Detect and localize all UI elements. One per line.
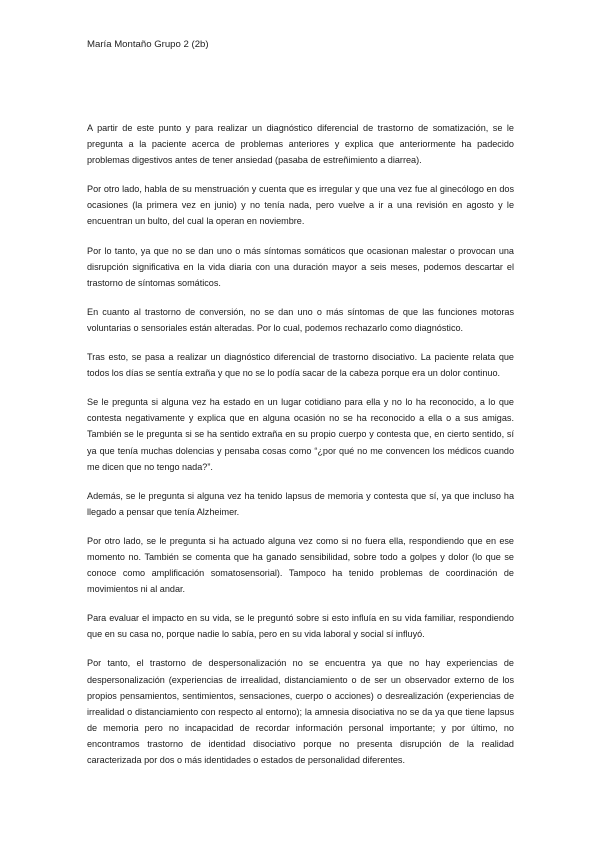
paragraph-4: En cuanto al trastorno de conversión, no se dan uno o más síntomas de que las funciones motoras voluntarias o sensoriales están alteradas. Por lo cual, podemos rechazarlo como diagnóstico. — [87, 306, 514, 333]
paragraph-5: Tras esto, se pasa a realizar un diagnóstico diferencial de trastorno disociativo. La paciente relata que todos los días se sentía extraña y que no se lo podía sacar de la cabeza porque era un dolor continuo. — [87, 352, 514, 379]
page-header: María Montaño Grupo 2 (2b) — [87, 39, 209, 50]
document-body — [87, 120, 514, 781]
paragraph-7: Además, se le pregunta si alguna vez ha tenido lapsus de memoria y contesta que sí, ya que incluso ha llegado a pensar que tenía Alzheimer. — [87, 490, 514, 517]
paragraph-10: Por tanto, el trastorno de despersonalización no se encuentra ya que no hay experiencias de despersonalización (experiencias de irrealidad, distanciamiento o de ser un observador externo de los propios pensamientos, sentimientos, sensaciones, cuerpo o acciones) o desrealización (experiencias de irrealidad o distanciamiento con respecto al entorno); la amnesia disociativa no se da ya que tiene lapsus de memoria pero no incapacidad de recordar información personal importante; y por último, no encontramos trastorno de identidad disociativo porque no presenta disrupción de la realidad caracterizada por dos o más identidades o estados de personalidad diferentes. — [87, 658, 514, 765]
paragraph-8: Por otro lado, se le pregunta si ha actuado alguna vez como si no fuera ella, respondiendo que en ese momento no. También se comenta que ha ganado sensibilidad, sobre todo a golpes y dolor (lo que se conoce como amplificación somatosensorial). Tampoco ha tenido problemas de coordinación de movimientos ni al andar. — [87, 535, 514, 595]
paragraph-1: A partir de este punto y para realizar un diagnóstico diferencial de trastorno de somatización, se le pregunta a la paciente acerca de problemas anteriores y explica que anteriormente ha padecido problemas digestivos antes de tener ansiedad (pasaba de estreñimiento a diarrea). — [87, 123, 514, 166]
paragraph-3: Por lo tanto, ya que no se dan uno o más síntomas somáticos que ocasionan malestar o provocan una disrupción significativa en la vida diaria con una duración mayor a seis meses, podemos descartar el trastorno de síntomas somáticos. — [87, 245, 514, 288]
paragraph-6: Se le pregunta si alguna vez ha estado en un lugar cotidiano para ella y no lo ha reconocido, a lo que contesta negativamente y explica que en alguna ocasión no se ha reconocido a ella o a sus amigas. También se le pregunta si se ha sentido extraña en su propio cuerpo y contesta que, en cierto sentido, sí ya que tenía muchas dolencias y pensaba cosas como “¿por qué no me convencen los médicos cuando me dicen que no tengo nada?”. — [87, 397, 514, 472]
paragraph-9: Para evaluar el impacto en su vida, se le preguntó sobre si esto influía en su vida familiar, respondiendo que en su casa no, porque nadie lo sabía, pero en su vida laboral y social sí influyó. — [87, 613, 514, 640]
paragraph-2: Por otro lado, habla de su menstruación y cuenta que es irregular y que una vez fue al ginecólogo en dos ocasiones (la primera vez en junio) y no tenía nada, pero vuelve a ir a una revisión en agosto y le encuentran un bulto, del cual la operan en noviembre. — [87, 184, 514, 227]
